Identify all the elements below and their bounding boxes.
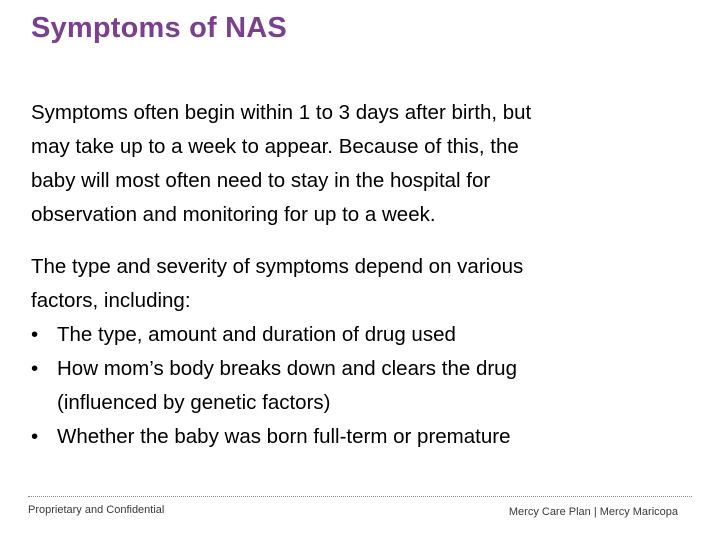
bullet-icon: • bbox=[31, 323, 39, 346]
list-item bbox=[31, 352, 701, 420]
paragraph-line: Symptoms often begin within 1 to 3 days after birth, but bbox=[31, 101, 532, 124]
footer-organization: Mercy Care Plan | Mercy Maricopa bbox=[508, 506, 678, 518]
paragraph-line: baby will most often need to stay in the hospital for bbox=[31, 169, 491, 192]
slide-body bbox=[31, 96, 701, 454]
list-item bbox=[31, 420, 701, 454]
list-item-text: The type, amount and duration of drug used bbox=[57, 323, 456, 346]
paragraph-line: factors, including: bbox=[31, 289, 191, 312]
footer-divider bbox=[28, 496, 692, 497]
paragraph-line: The type and severity of symptoms depend on various bbox=[31, 255, 524, 278]
paragraph-onset bbox=[31, 96, 701, 232]
paragraph-line: observation and monitoring for up to a week. bbox=[31, 203, 436, 226]
factors-list bbox=[31, 318, 701, 454]
list-item bbox=[31, 318, 701, 352]
footer-confidential: Proprietary and Confidential bbox=[28, 504, 165, 516]
page-title: Symptoms of NAS bbox=[31, 12, 287, 44]
list-item-text: Whether the baby was born full-term or premature bbox=[57, 425, 511, 448]
paragraph-line: may take up to a week to appear. Because of this, the bbox=[31, 135, 519, 158]
list-item-text: How mom’s body breaks down and clears the drug (influenced by genetic factors) bbox=[57, 357, 517, 414]
bullet-icon: • bbox=[31, 425, 39, 448]
paragraph-factors bbox=[31, 250, 701, 454]
bullet-icon: • bbox=[31, 357, 39, 380]
